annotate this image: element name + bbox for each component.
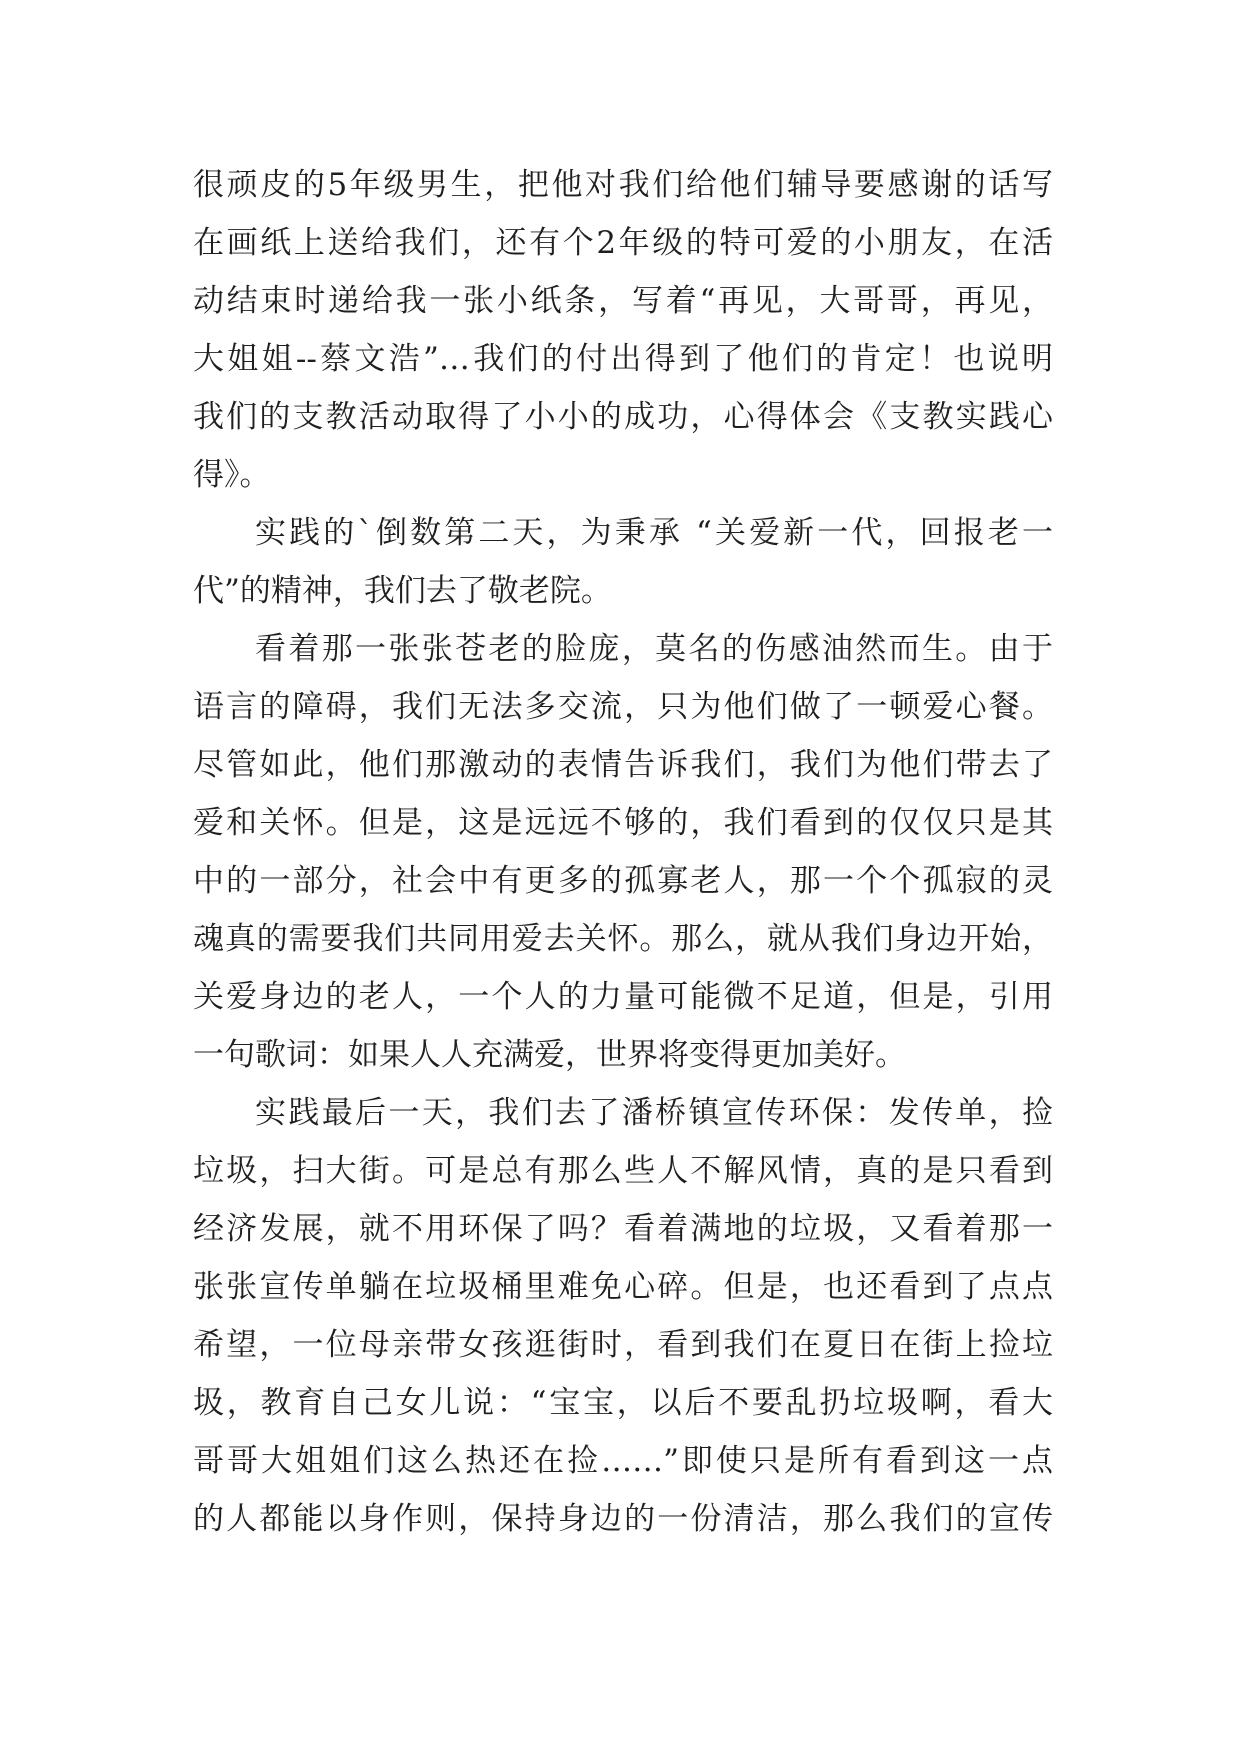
text-line: 语言的障碍，我们无法多交流，只为他们做了一顿爱心餐。	[193, 689, 1053, 725]
text-line: 的人都能以身作则，保持身边的一份清洁，那么我们的宣传	[193, 1501, 1053, 1537]
paragraph-first-line: 实践的`倒数第二天，为秉承 “关爱新一代，回报老一	[255, 515, 1053, 551]
text-line: 希望，一位母亲带女孩逛街时，看到我们在夏日在街上捡垃	[193, 1327, 1053, 1363]
paragraph-first-line: 实践最后一天，我们去了潘桥镇宣传环保：发传单，捡	[255, 1095, 1053, 1131]
text-line: 经济发展，就不用环保了吗？看着满地的垃圾，又看着那一	[193, 1211, 1053, 1247]
text-line: 张张宣传单躺在垃圾桶里难免心碎。但是，也还看到了点点	[193, 1269, 1053, 1305]
text-line: 代”的精神，我们去了敬老院。	[193, 573, 612, 609]
text-line: 动结束时递给我一张小纸条，写着“再见，大哥哥，再见，	[193, 283, 1053, 319]
text-line: 魂真的需要我们共同用爱去关怀。那么，就从我们身边开始，	[193, 921, 1053, 957]
text-line: 大姐姐--蔡文浩”…我们的付出得到了他们的肯定！也说明	[193, 341, 1053, 377]
text-line: 一句歌词：如果人人充满爱，世界将变得更加美好。	[193, 1037, 906, 1073]
text-line: 我们的支教活动取得了小小的成功，心得体会《支教实践心	[193, 399, 1053, 435]
paragraph-first-line: 看着那一张张苍老的脸庞，莫名的伤感油然而生。由于	[255, 631, 1053, 667]
text-line: 在画纸上送给我们，还有个2年级的特可爱的小朋友，在活	[193, 225, 1053, 261]
text-line: 关爱身边的老人，一个人的力量可能微不足道，但是，引用	[193, 979, 1053, 1015]
text-line: 尽管如此，他们那激动的表情告诉我们，我们为他们带去了	[193, 747, 1053, 783]
text-line: 圾，教育自己女儿说：“宝宝，以后不要乱扔垃圾啊，看大	[193, 1385, 1053, 1421]
text-line: 得》。	[193, 457, 271, 493]
text-line: 垃圾，扫大街。可是总有那么些人不解风情，真的是只看到	[193, 1153, 1053, 1189]
body-text	[193, 156, 1053, 1548]
text-line: 爱和关怀。但是，这是远远不够的，我们看到的仅仅只是其	[193, 805, 1053, 841]
text-line: 哥哥大姐姐们这么热还在捡……”即使只是所有看到这一点	[193, 1443, 1053, 1479]
text-line: 中的一部分，社会中有更多的孤寡老人，那一个个孤寂的灵	[193, 863, 1053, 899]
text-line: 很顽皮的5年级男生，把他对我们给他们辅导要感谢的话写	[193, 167, 1053, 203]
